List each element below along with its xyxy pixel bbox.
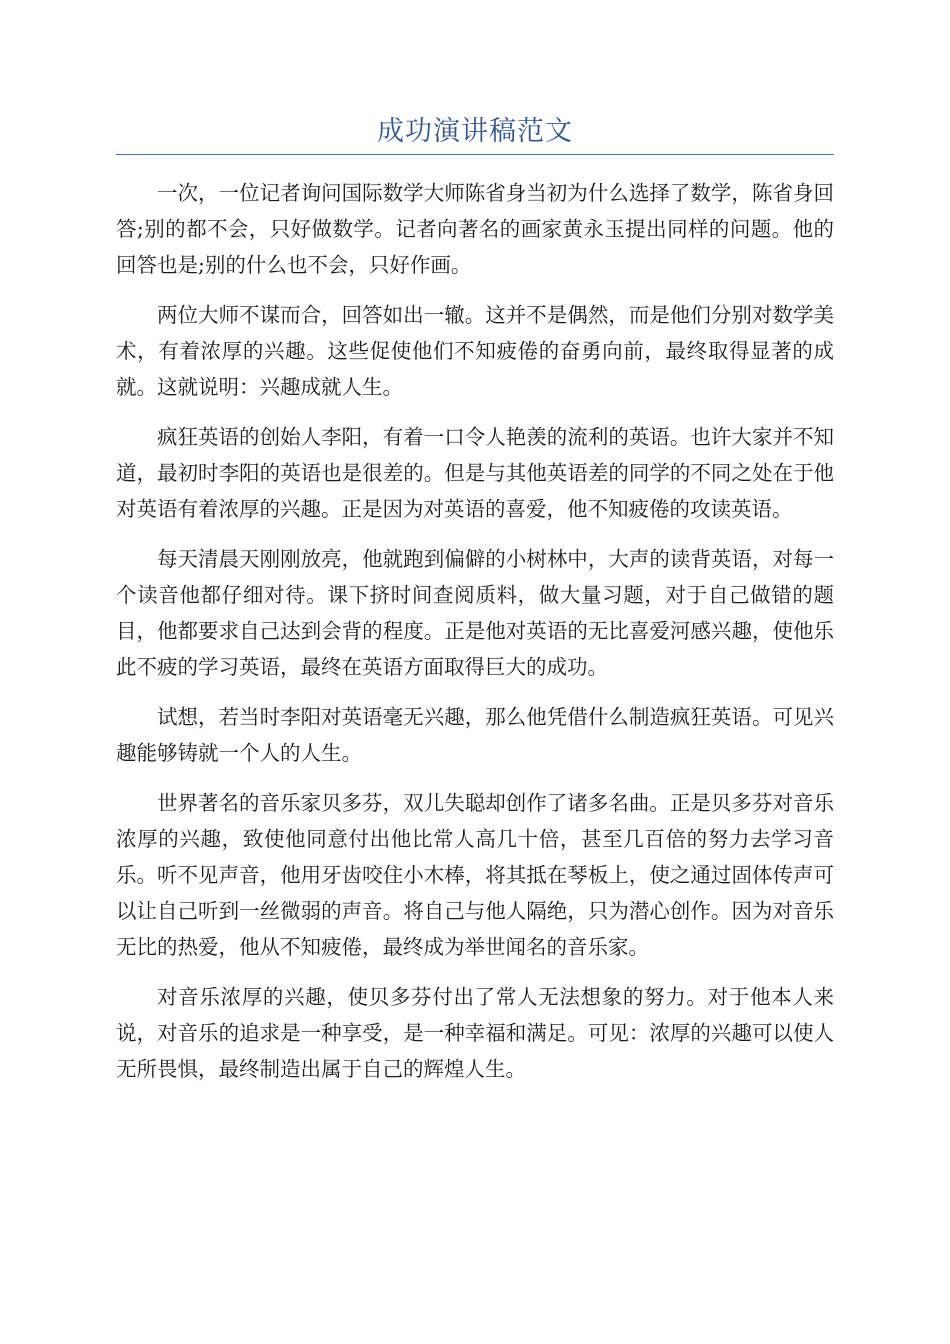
document-title: 成功演讲稿范文 xyxy=(377,116,573,147)
paragraph: 试想，若当时李阳对英语毫无兴趣，那么他凭借什么制造疯狂英语。可见兴趣能够铸就一个人的人生。 xyxy=(116,705,834,765)
paragraph: 对音乐浓厚的兴趣，使贝多芬付出了常人无法想象的努力。对于他本人来说，对音乐的追求是一种享受，是一种幸福和满足。可见：浓厚的兴趣可以使人无所畏惧，最终制造出属于自己的辉煌人生。 xyxy=(116,985,834,1081)
title-underline xyxy=(116,154,834,155)
paragraph: 两位大师不谋而合，回答如出一辙。这并不是偶然，而是他们分别对数学美术，有着浓厚的兴趣。这些促使他们不知疲倦的奋勇向前，最终取得显著的成就。这就说明：兴趣成就人生。 xyxy=(116,303,834,399)
document-body xyxy=(116,175,834,1101)
paragraph: 疯狂英语的创始人李阳，有着一口令人艳羡的流利的英语。也许大家并不知道，最初时李阳的英语也是很差的。但是与其他英语差的同学的不同之处在于他对英语有着浓厚的兴趣。正是因为对英语的喜爱，他不知疲倦的攻读英语。 xyxy=(116,425,834,521)
paragraph: 世界著名的音乐家贝多芬，双儿失聪却创作了诸多名曲。正是贝多芬对音乐浓厚的兴趣，致使他同意付出他比常人高几十倍，甚至几百倍的努力去学习音乐。听不见声音，他用牙齿咬住小木棒，将其抵在琴板上，使之通过固体传声可以让自己听到一丝微弱的声音。将自己与他人隔绝，只为潜心创作。因为对音乐无比的热爱，他从不知疲倦，最终成为举世闻名的音乐家。 xyxy=(116,791,834,959)
paragraph: 一次，一位记者询问国际数学大师陈省身当初为什么选择了数学，陈省身回答;别的都不会，只好做数学。记者向著名的画家黄永玉提出同样的问题。他的回答也是;别的什么也不会，只好作画。 xyxy=(116,181,834,277)
paragraph: 每天清晨天刚刚放亮，他就跑到偏僻的小树林中，大声的读背英语，对每一个读音他都仔细对待。课下挤时间查阅质料，做大量习题，对于自己做错的题目，他都要求自己达到会背的程度。正是他对英语的无比喜爱河感兴趣，使他乐此不疲的学习英语，最终在英语方面取得巨大的成功。 xyxy=(116,547,834,679)
